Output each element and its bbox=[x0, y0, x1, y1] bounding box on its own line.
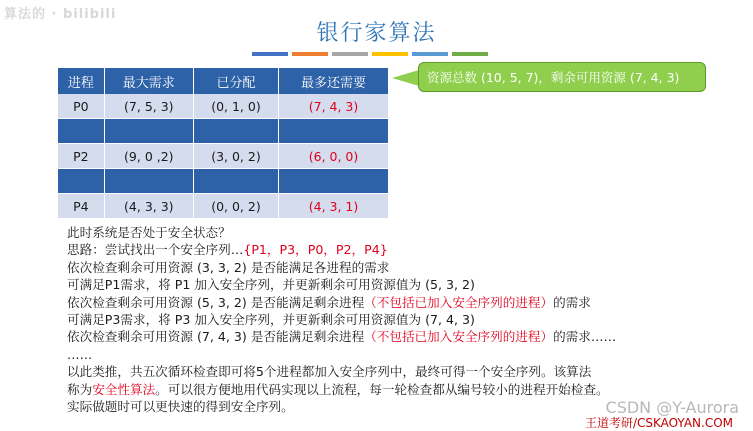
page-title: 银行家算法 bbox=[316, 21, 437, 46]
text-line bbox=[67, 241, 737, 258]
cell-need: (4, 3, 1) bbox=[279, 194, 388, 219]
header-max: 最大需求 bbox=[104, 68, 193, 94]
text-span: 。可以很方便地用代码实现以上流程，每一轮检查都从编号较小的进程开始检查。 bbox=[155, 381, 609, 397]
cell-process: P4 bbox=[58, 194, 104, 219]
color-bar bbox=[252, 52, 288, 56]
cell-allocated: (0, 1, 0) bbox=[193, 94, 278, 119]
cell-need: (7, 4, 3) bbox=[279, 94, 388, 119]
text-line bbox=[67, 294, 737, 311]
csdn-watermark: CSDN @Y-Aurora bbox=[605, 398, 739, 417]
table-row-hidden bbox=[58, 169, 388, 194]
color-bar bbox=[332, 52, 368, 56]
cell-allocated bbox=[193, 169, 278, 194]
cell-process: P2 bbox=[58, 144, 104, 169]
text-line bbox=[67, 381, 737, 398]
header-need: 最多还需要 bbox=[279, 68, 388, 94]
text-line: 实际做题时可以更快速的得到安全序列。 bbox=[67, 398, 294, 414]
cell-process: P0 bbox=[58, 94, 104, 119]
text-line: 以此类推，共五次循环检查即可将5个进程都加入安全序列中，最终可得一个安全序列。该算法 bbox=[67, 364, 592, 380]
highlight-note: （不包括已加入安全序列的进程） bbox=[364, 294, 554, 310]
highlight-note: （不包括已加入安全序列的进程） bbox=[364, 329, 554, 345]
explanation-text bbox=[67, 224, 737, 415]
callout-arrow-icon bbox=[392, 70, 419, 86]
cell-max bbox=[104, 169, 193, 194]
text-span: 依次检查剩余可用资源 (7, 4, 3) 是否能满足剩余进程 bbox=[67, 329, 365, 345]
cell-need bbox=[279, 169, 388, 194]
table-row bbox=[58, 144, 388, 169]
table-header-row bbox=[58, 68, 388, 94]
text-span: 依次检查剩余可用资源 (5, 3, 2) 是否能满足剩余进程 bbox=[67, 294, 365, 310]
text-line: 可满足P3需求，将 P3 加入安全序列，并更新剩余可用资源值为 (7, 4, 3) bbox=[67, 311, 475, 327]
color-bar bbox=[412, 52, 448, 56]
text-span: 的需求…… bbox=[553, 329, 617, 345]
text-line: …… bbox=[67, 346, 93, 362]
bilibili-watermark: 算法的 · bilibili bbox=[4, 7, 117, 22]
cell-max: (7, 5, 3) bbox=[104, 94, 193, 119]
cell-allocated bbox=[193, 119, 278, 144]
cell-max: (4, 3, 3) bbox=[104, 194, 193, 219]
text-line: 可满足P1需求，将 P1 加入安全序列，并更新剩余可用资源值为 (5, 3, 2) bbox=[67, 277, 475, 293]
safe-sequence: {P1，P3，P0，P2，P4} bbox=[243, 242, 388, 258]
cell-allocated: (0, 0, 2) bbox=[193, 194, 278, 219]
table-row bbox=[58, 94, 388, 119]
table-row bbox=[58, 194, 388, 219]
text-line bbox=[67, 328, 737, 345]
resource-callout: 资源总数 (10, 5, 7)，剩余可用资源 (7, 4, 3) bbox=[418, 62, 706, 92]
color-bar bbox=[372, 52, 408, 56]
cell-need: (6, 0, 0) bbox=[279, 144, 388, 169]
color-bar bbox=[452, 52, 488, 56]
text-span: 的需求 bbox=[553, 294, 591, 310]
text-span: 称为 bbox=[67, 381, 93, 397]
resource-table bbox=[58, 68, 388, 219]
algorithm-name: 安全性算法 bbox=[92, 381, 156, 397]
cell-process bbox=[58, 119, 104, 144]
wangdao-watermark: 王道考研/CSKAOYAN.COM bbox=[584, 416, 733, 430]
text-span: 思路：尝试找出一个安全序列… bbox=[67, 242, 244, 258]
text-line: 此时系统是否处于安全状态？ bbox=[67, 225, 231, 240]
cell-need bbox=[279, 119, 388, 144]
header-allocated: 已分配 bbox=[193, 68, 278, 94]
text-line: 依次检查剩余可用资源 (3, 3, 2) 是否能满足各进程的需求 bbox=[67, 259, 390, 275]
table-row-hidden bbox=[58, 119, 388, 144]
cell-process bbox=[58, 169, 104, 194]
header-process: 进程 bbox=[58, 68, 104, 94]
cell-max: (9, 0 ,2) bbox=[104, 144, 193, 169]
cell-allocated: (3, 0, 2) bbox=[193, 144, 278, 169]
color-bar bbox=[292, 52, 328, 56]
cell-max bbox=[104, 119, 193, 144]
